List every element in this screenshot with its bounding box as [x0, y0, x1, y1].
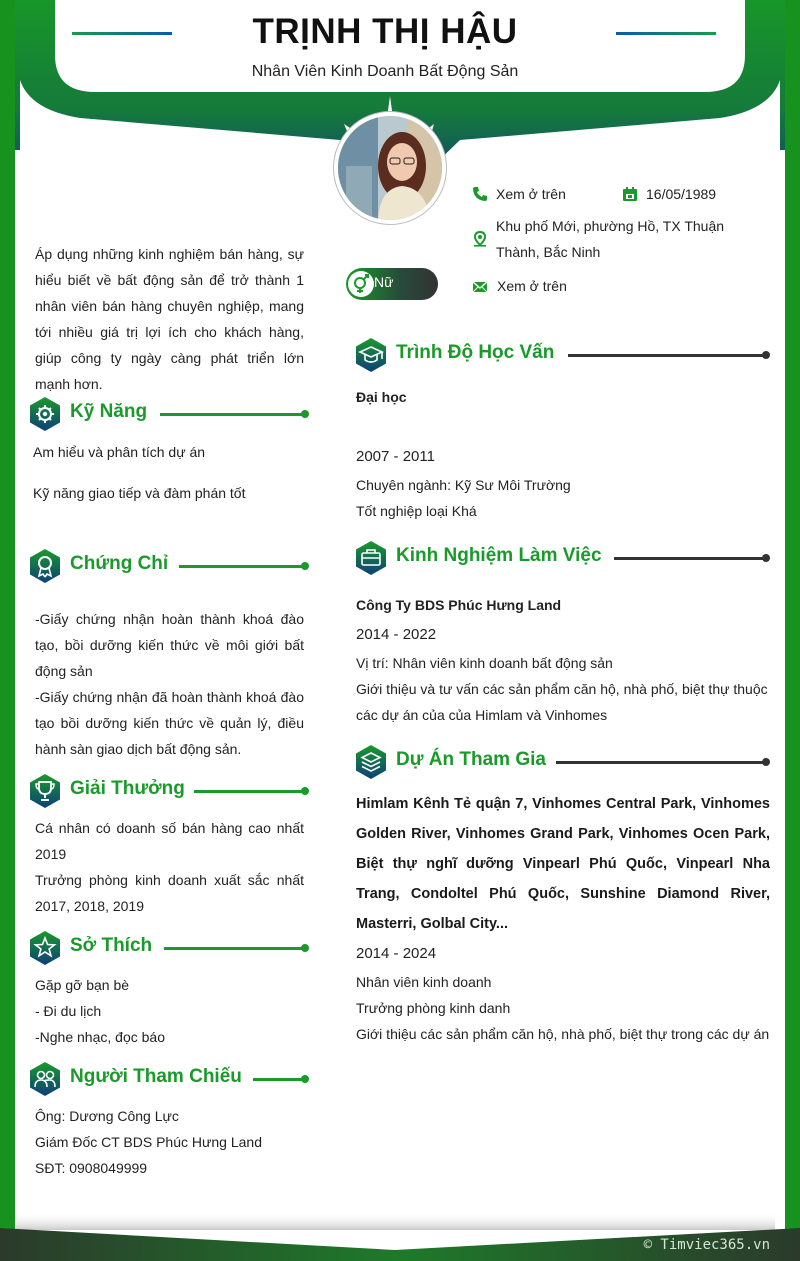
section-awards-title: Giải Thưởng — [70, 778, 185, 799]
trophy-icon — [29, 774, 61, 808]
reference-item: Ông: Dương Công Lực — [35, 1108, 179, 1124]
section-references-dot — [301, 1075, 309, 1083]
graduation-cap-icon — [355, 338, 387, 372]
award-item: Cá nhân có doanh số bán hàng cao nhất 2019 — [35, 820, 304, 862]
hobby-item: - Đi du lịch — [35, 1003, 102, 1019]
references-list — [35, 1103, 304, 1181]
calendar-icon — [622, 186, 638, 202]
birthday-value: 16/05/1989 — [646, 186, 717, 202]
education-grade: Tốt nghiệp loại Khá — [356, 503, 477, 519]
mail-icon — [472, 279, 488, 295]
section-references-header — [29, 1062, 309, 1096]
section-experience-rule — [614, 557, 768, 560]
layers-icon — [355, 745, 387, 779]
awards-list — [35, 815, 304, 919]
contact-phone — [472, 181, 566, 207]
section-hobbies-dot — [301, 944, 309, 952]
experience-position: Vị trí: Nhân viên kinh doanh bất động sản — [356, 655, 613, 671]
projects-names: Himlam Kênh Tẻ quận 7, Vinhomes Central Park, Vinhomes Golden River, Vinhomes Grand Park, Vinhomes Ocen Park, Biệt thự nghĩ dưỡng Vinpearl Phú Quốc, Vinpearl Nha Trang, Condoltel Phú Quốc, Sunshine Diamond River, Masterri, Golbal City... — [356, 796, 770, 932]
contact-address — [472, 213, 770, 265]
project-line: Trưởng phòng kinh danh — [356, 1000, 511, 1016]
job-title: Nhân Viên Kinh Doanh Bất Động Sản — [251, 63, 519, 80]
gear-icon — [29, 397, 61, 431]
people-icon — [29, 1062, 61, 1096]
section-hobbies-header — [29, 931, 309, 965]
projects-period: 2014 - 2024 — [356, 945, 437, 962]
section-skills-header — [29, 397, 309, 431]
section-education-header — [355, 338, 775, 372]
candidate-name: TRỊNH THỊ HẬU — [252, 12, 518, 51]
phone-icon — [472, 186, 488, 202]
section-skills-dot — [301, 410, 309, 418]
project-line: Nhân viên kinh doanh — [356, 974, 492, 990]
hobby-item: -Nghe nhạc, đọc báo — [35, 1029, 165, 1045]
section-education-title: Trình Độ Học Vấn — [396, 342, 555, 363]
phone-value: Xem ở trên — [496, 186, 566, 202]
briefcase-icon — [355, 541, 387, 575]
section-experience-title: Kinh Nghiệm Làm Việc — [396, 545, 602, 566]
education-period: 2007 - 2011 — [356, 448, 435, 465]
section-references-rule — [253, 1078, 305, 1081]
section-references-title: Người Tham Chiếu — [70, 1066, 242, 1087]
section-projects-dot — [762, 758, 770, 766]
address-value: Khu phố Mới, phường Hồ, TX Thuận Thành, Bắc Ninh — [496, 218, 725, 260]
section-certificates-title: Chứng Chỉ — [70, 553, 169, 574]
section-projects-title: Dự Án Tham Gia — [396, 749, 546, 770]
section-hobbies-rule — [164, 947, 305, 950]
career-objective: Áp dụng những kinh nghiệm bán hàng, sự hiểu biết về bất động sản để trở thành 1 nhân viên bán hàng chuyên nghiệp, mang tới nhiều giá trị lợi ích cho khách hàng, giúp công ty ngày càng phát triển lớn mạnh hơn. — [35, 246, 304, 392]
section-projects-header — [355, 745, 775, 779]
project-line: Giới thiệu các sản phẩm căn hộ, nhà phố, biệt thự trong các dự án — [356, 1026, 770, 1042]
skills-list — [33, 439, 308, 506]
certificates-text: -Giấy chứng nhận hoàn thành khoá đào tạo, bồi dưỡng kiến thức về môi giới bất động sản -Giấy chứng nhận đã hoàn thành khoá đào tạo bồi dưỡng kiến thức về quản lý, điều hành sàn giao dịch bất động sản. — [35, 611, 304, 757]
star-icon — [29, 931, 61, 965]
email-value: Xem ở trên — [497, 278, 567, 294]
contact-birthday — [622, 181, 716, 207]
section-education-dot — [762, 351, 770, 359]
gender-badge — [346, 268, 438, 300]
section-certificates-rule — [179, 565, 305, 568]
award-item: Trưởng phòng kinh doanh xuất sắc nhất 2017, 2018, 2019 — [35, 872, 304, 914]
section-experience-dot — [762, 554, 770, 562]
skill-item: Am hiểu và phân tích dự án — [33, 444, 206, 460]
education-school: Đại học — [356, 389, 407, 405]
section-awards-dot — [301, 787, 309, 795]
hobby-item: Gặp gỡ bạn bè — [35, 977, 130, 993]
experience-description: Giới thiệu và tư vấn các sản phẩm căn hộ, nhà phố, biệt thự thuộc các dự án của của Himlam và Vinhomes — [356, 681, 768, 723]
gender-value: Nữ — [374, 274, 394, 290]
left-edge-bar — [0, 0, 15, 1261]
section-projects-rule — [556, 761, 768, 764]
medal-icon — [29, 549, 61, 583]
experience-period: 2014 - 2022 — [356, 626, 437, 643]
section-skills-rule — [160, 413, 305, 416]
right-edge-bar — [785, 0, 800, 1261]
education-major: Chuyên ngành: Kỹ Sư Môi Trường — [356, 477, 571, 493]
map-pin-icon — [472, 231, 488, 247]
section-education-rule — [568, 354, 768, 357]
section-certificates-header — [29, 549, 309, 583]
reference-item: Giám Đốc CT BDS Phúc Hưng Land — [35, 1134, 262, 1150]
section-experience-header — [355, 541, 775, 575]
avatar — [334, 112, 446, 224]
contact-email — [472, 273, 567, 299]
section-skills-title: Kỹ Năng — [70, 401, 148, 422]
gender-icon — [348, 271, 374, 297]
projects-details — [356, 969, 770, 1047]
section-awards-rule — [194, 790, 305, 793]
section-awards-header — [29, 774, 309, 808]
section-hobbies-title: Sở Thích — [70, 935, 153, 956]
section-certificates-dot — [301, 562, 309, 570]
footer-watermark: © Timviec365.vn — [643, 1237, 770, 1253]
skill-item: Kỹ năng giao tiếp và đàm phán tốt — [33, 485, 246, 501]
reference-item: SĐT: 0908049999 — [35, 1160, 148, 1176]
experience-company: Công Ty BDS Phúc Hưng Land — [356, 597, 562, 613]
hobbies-list — [35, 972, 304, 1050]
